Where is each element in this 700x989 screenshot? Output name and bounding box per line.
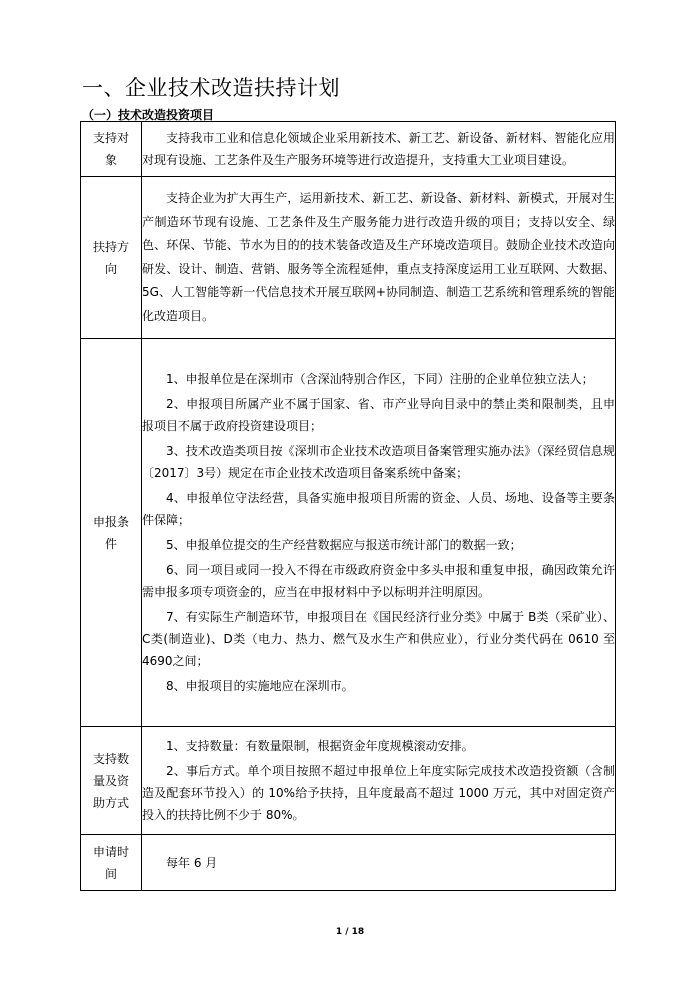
row-label: 支持数量及资助方式 (81, 727, 142, 835)
paragraph: 7、有实际生产制造环节，申报项目在《国民经济行业分类》中属于 B类（采矿业）、C类(制造业)、D类（电力、热力、燃气及水生产和供应业），行业分类代码在 0610 至 4690之间； (142, 610, 615, 668)
table-row (81, 835, 616, 891)
row-content (142, 727, 616, 835)
paragraph: 支持我市工业和信息化领域企业采用新技术、新工艺、新设备、新材料、智能化应用对现有设施、工艺条件及生产服务环境等进行改造提升，支持重大工业项目建设。 (142, 131, 615, 167)
row-content (142, 835, 616, 891)
table-row (81, 122, 616, 177)
table-row (81, 339, 616, 727)
row-label: 申报条件 (81, 339, 142, 727)
table-row (81, 727, 616, 835)
table-row (81, 177, 616, 339)
support-plan-table (80, 121, 616, 891)
row-content (142, 122, 616, 177)
row-content (142, 177, 616, 339)
paragraph: 5、申报单位提交的生产经营数据应与报送市统计部门的数据一致； (166, 538, 522, 552)
paragraph: 8、申报项目的实施地应在深圳市。 (166, 679, 354, 693)
row-label: 申请时间 (81, 835, 142, 891)
paragraph: 6、同一项目或同一投入不得在市级政府资金中多头申报和重复申报，确因政策允许需申报多项专项资金的，应当在申报材料中予以标明并注明原因。 (142, 563, 615, 599)
paragraph: 4、申报单位守法经营，具备实施申报项目所需的资金、人员、场地、设备等主要条件保障； (142, 491, 615, 527)
row-label: 扶持方向 (81, 177, 142, 339)
paragraph: 每年 6 月 (166, 855, 218, 870)
paragraph: 1、支持数量：有数量限制，根据资金年度规模滚动安排。 (166, 739, 474, 753)
section-title: 一、企业技术改造扶持计划 (82, 76, 340, 100)
row-label: 支持对象 (81, 122, 142, 177)
subsection-title: （一）技术改造投资项目 (82, 108, 215, 122)
paragraph: 支持企业为扩大再生产，运用新技术、新工艺、新设备、新材料、新模式，开展对生产制造环节现有设施、工艺条件及生产服务能力进行改造升级的项目；支持以安全、绿色、环保、节能、节水为目的的技术装备改造及生产环境改造项目。鼓励企业技术改造向研发、设计、制造、营销、服务等全流程延伸，重点支持深度运用工业互联网、大数据、5G、人工智能等新一代信息技术开展互联网+协同制造、制造工艺系统和管理系统的智能化改造项目。 (142, 191, 615, 323)
row-content (142, 339, 616, 727)
paragraph: 3、技术改造类项目按《深圳市企业技术改造项目备案管理实施办法》（深经贸信息规〔2017〕3号）规定在市企业技术改造项目备案系统中备案； (142, 444, 615, 480)
page-number: 1 / 18 (335, 927, 365, 937)
paragraph: 2、事后方式。单个项目按照不超过申报单位上年度实际完成技术改造投资额（含制造及配套环节投入）的 10%给予扶持，且年度最高不超过 1000 万元，其中对固定资产投入的扶持比例不少于 80%。 (142, 764, 615, 822)
paragraph: 2、申报项目所属产业不属于国家、省、市产业导向目录中的禁止类和限制类，且申报项目不属于政府投资建设项目； (142, 397, 615, 433)
paragraph: 1、申报单位是在深圳市（含深汕特别合作区，下同）注册的企业单位独立法人； (166, 372, 594, 386)
